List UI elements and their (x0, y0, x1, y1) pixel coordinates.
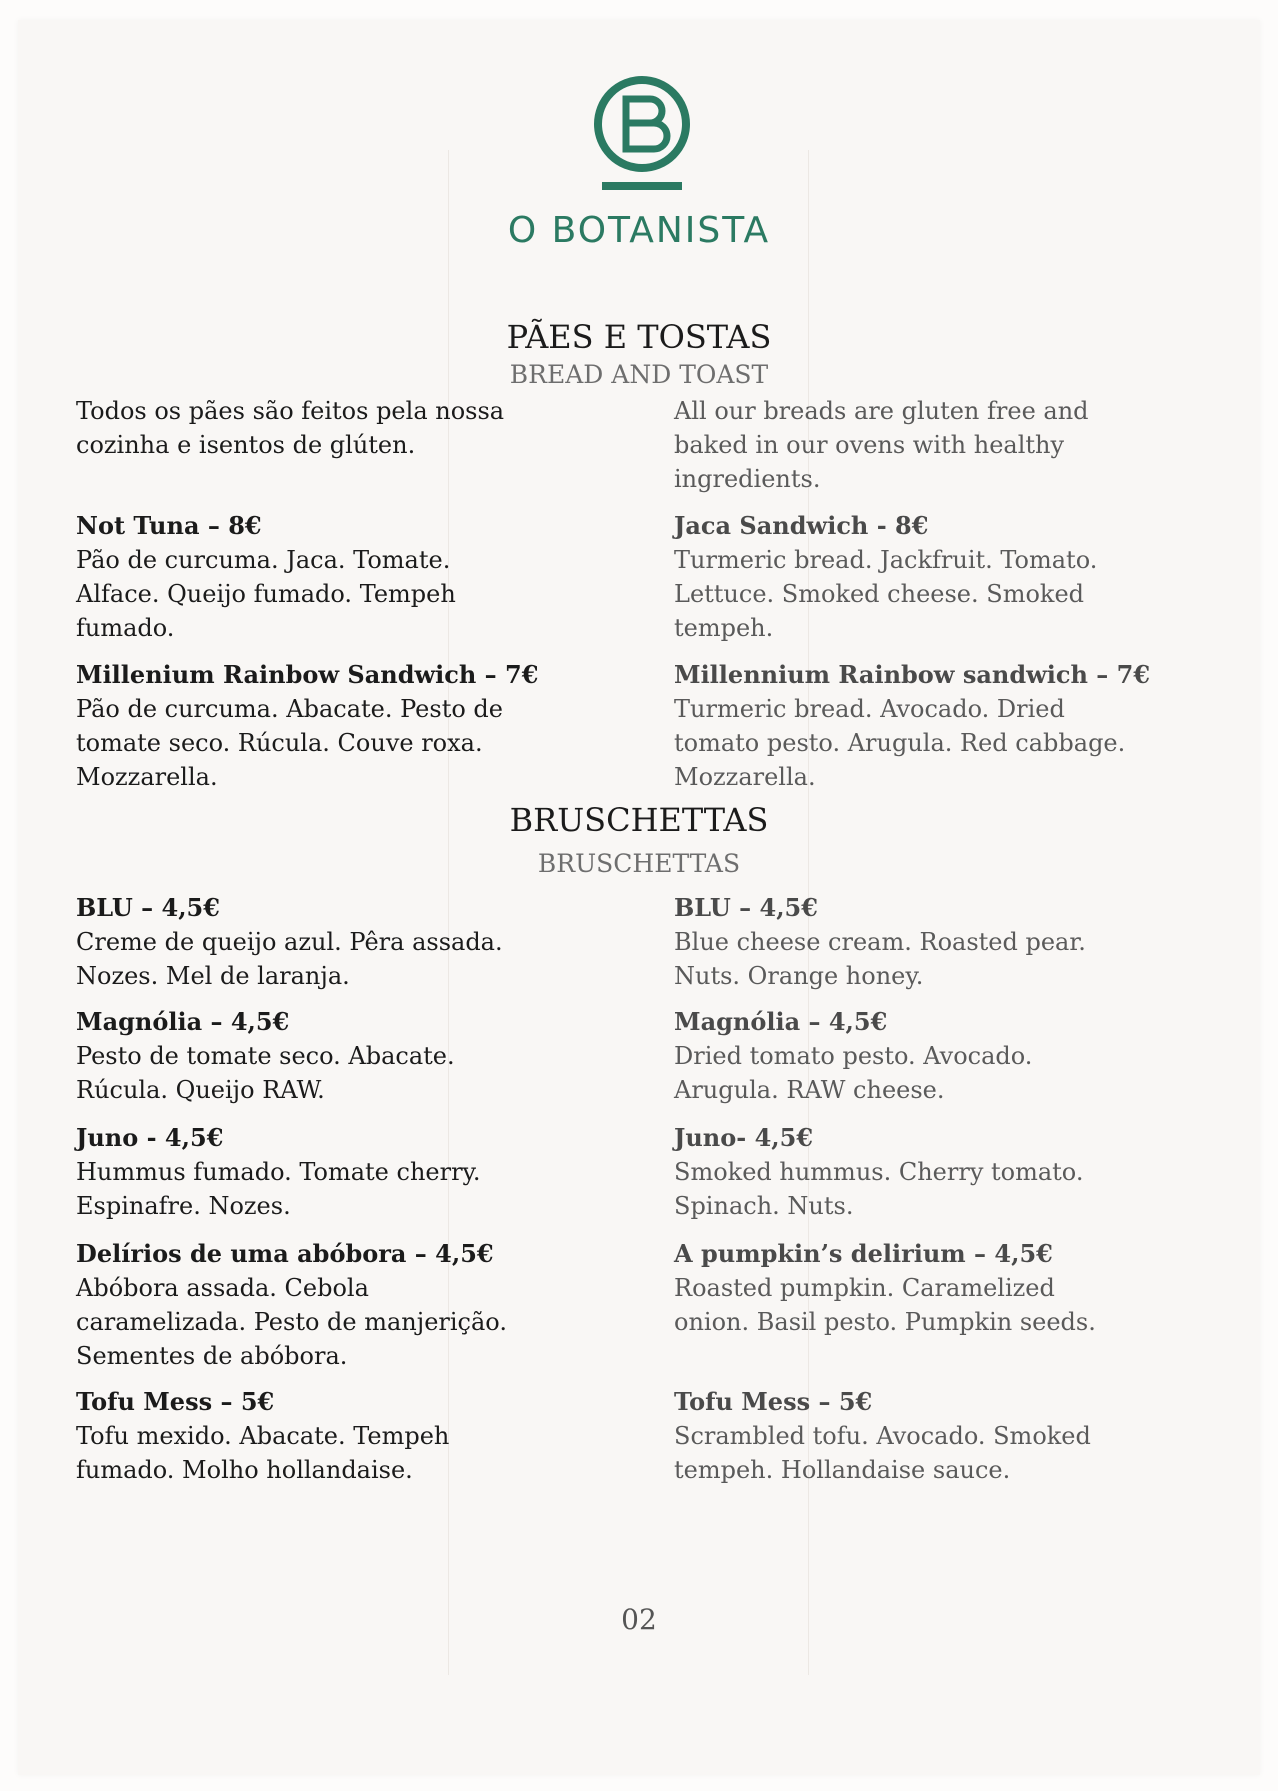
item-name-price: Juno - 4,5€ (76, 1123, 224, 1152)
section-title-breads: PÃES E TOSTAS (506, 318, 772, 356)
item-description-line: Rúcula. Queijo RAW. (76, 1076, 325, 1104)
intro-pt (76, 394, 504, 462)
item-description-line: tomato pesto. Arugula. Red cabbage. (674, 729, 1126, 757)
menu-item-pt (76, 1237, 507, 1373)
item-description-line: Pesto de tomate seco. Abacate. (76, 1042, 455, 1070)
menu-item-pt (76, 1385, 449, 1487)
item-description-line: Abóbora assada. Cebola (76, 1274, 369, 1302)
item-description-line: Arugula. RAW cheese. (674, 1076, 945, 1104)
item-name-price: Jaca Sandwich - 8€ (674, 511, 929, 540)
intro-en (674, 394, 1089, 496)
item-description-line: Turmeric bread. Jackfruit. Tomato. (674, 546, 1098, 574)
menu-item-pt (76, 509, 456, 645)
menu-item-en (674, 891, 1086, 993)
item-name-price: Magnólia – 4,5€ (674, 1007, 888, 1036)
item-name-price: Millenium Rainbow Sandwich – 7€ (76, 660, 539, 689)
item-description-line: tomate seco. Rúcula. Couve roxa. (76, 729, 483, 757)
item-description-line: Turmeric bread. Avocado. Dried (674, 695, 1065, 723)
menu-item-pt (76, 891, 503, 993)
menu-item-en (674, 1385, 1091, 1487)
item-description-line: Dried tomato pesto. Avocado. (674, 1042, 1033, 1070)
item-name-price: Juno- 4,5€ (674, 1123, 814, 1152)
intro-line: All our breads are gluten free and (674, 397, 1089, 425)
menu-item-en (674, 1005, 1032, 1107)
menu-item-en (674, 509, 1097, 645)
section-subtitle-bruschettas: BRUSCHETTAS (537, 849, 741, 878)
menu-item-en (674, 658, 1150, 794)
item-description-line: Pão de curcuma. Abacate. Pesto de (76, 695, 503, 723)
intro-line: Todos os pães são feitos pela nossa (76, 397, 505, 425)
item-name-price: BLU – 4,5€ (76, 893, 220, 922)
item-description-line: Nuts. Orange honey. (674, 962, 924, 990)
item-description-line: Pão de curcuma. Jaca. Tomate. (76, 546, 451, 574)
item-description-line: Scrambled tofu. Avocado. Smoked (674, 1422, 1091, 1450)
item-description-line: onion. Basil pesto. Pumpkin seeds. (674, 1308, 1096, 1336)
item-name-price: Tofu Mess – 5€ (76, 1387, 275, 1416)
item-description-line: tempeh. (674, 614, 774, 642)
brand-name: O BOTANISTA (507, 210, 771, 251)
menu-item-pt (76, 1005, 455, 1107)
item-description-line: Smoked hummus. Cherry tomato. (674, 1158, 1084, 1186)
section-title-bruschettas: BRUSCHETTAS (509, 801, 769, 839)
item-description-line: fumado. Molho hollandaise. (76, 1456, 413, 1484)
item-name-price: Tofu Mess – 5€ (674, 1387, 873, 1416)
item-name-price: A pumpkin’s delirium – 4,5€ (674, 1239, 1053, 1268)
item-description-line: Roasted pumpkin. Caramelized (674, 1274, 1055, 1302)
page-number: 02 (621, 1603, 657, 1636)
item-description-line: Lettuce. Smoked cheese. Smoked (674, 580, 1085, 608)
intro-line: ingredients. (674, 465, 821, 493)
item-description-line: Spinach. Nuts. (674, 1192, 854, 1220)
item-description-line: caramelizada. Pesto de manjerição. (76, 1308, 507, 1336)
item-description-line: Espinafre. Nozes. (76, 1192, 291, 1220)
item-name-price: Millennium Rainbow sandwich – 7€ (674, 660, 1151, 689)
intro-line: cozinha e isentos de glúten. (76, 431, 416, 459)
item-description-line: Tofu mexido. Abacate. Tempeh (76, 1422, 450, 1450)
item-description-line: Mozzarella. (76, 763, 218, 791)
item-description-line: Alface. Queijo fumado. Tempeh (76, 580, 456, 608)
item-description-line: Mozzarella. (674, 763, 816, 791)
item-description-line: Sementes de abóbora. (76, 1342, 348, 1370)
menu-item-pt (76, 658, 538, 794)
menu-item-en (674, 1121, 1083, 1223)
menu-item-en (674, 1237, 1096, 1339)
menu-item-pt (76, 1121, 481, 1223)
item-description-line: Creme de queijo azul. Pêra assada. (76, 928, 503, 956)
item-description-line: Hummus fumado. Tomate cherry. (76, 1158, 481, 1186)
botanista-logo-icon (592, 74, 692, 174)
item-description-line: fumado. (76, 614, 175, 642)
item-name-price: BLU – 4,5€ (674, 893, 818, 922)
item-description-line: Blue cheese cream. Roasted pear. (674, 928, 1086, 956)
section-subtitle-breads: BREAD AND TOAST (509, 360, 769, 389)
item-description-line: Nozes. Mel de laranja. (76, 962, 350, 990)
item-name-price: Delírios de uma abóbora – 4,5€ (76, 1239, 494, 1268)
logo-underline (602, 182, 682, 190)
intro-line: baked in our ovens with healthy (674, 431, 1065, 459)
item-name-price: Magnólia – 4,5€ (76, 1007, 290, 1036)
item-description-line: tempeh. Hollandaise sauce. (674, 1456, 1011, 1484)
item-name-price: Not Tuna – 8€ (76, 511, 262, 540)
